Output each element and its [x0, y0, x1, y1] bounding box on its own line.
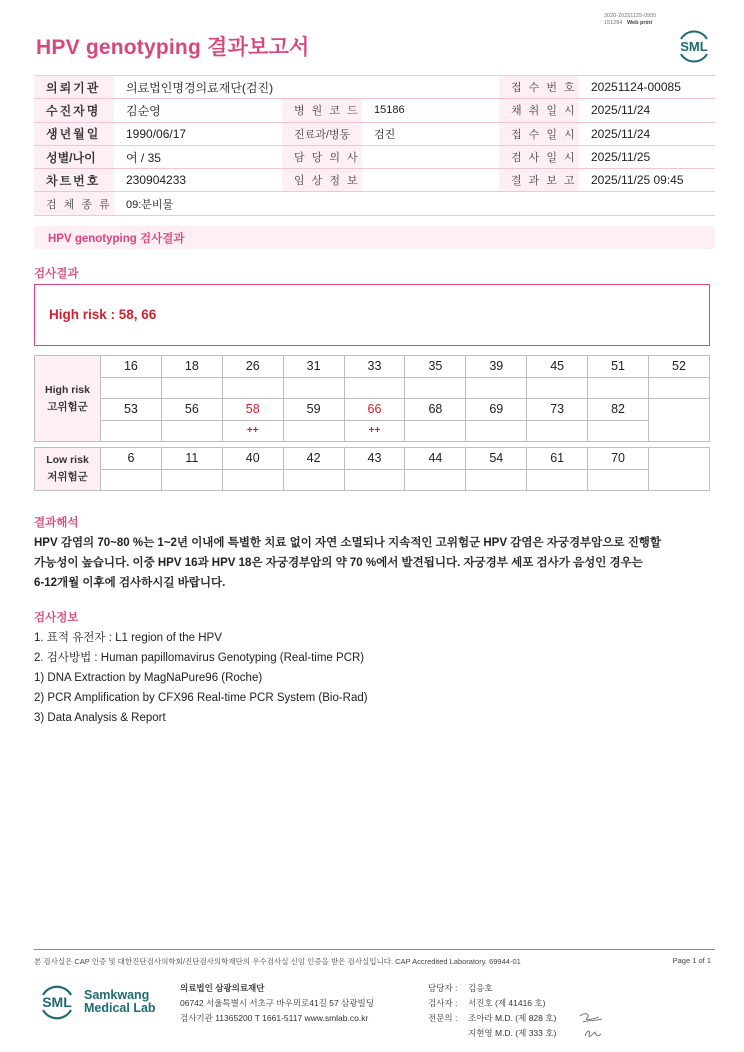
info-value: 2025/11/24	[579, 99, 715, 122]
document-serial: 151284	[604, 19, 623, 26]
genotype-cell: 42	[283, 448, 344, 470]
genotype-cell-positive: 58	[222, 399, 283, 421]
info-label: 담 당 의 사	[282, 145, 362, 168]
genotype-cell: 18	[161, 356, 222, 378]
document-id-line2	[604, 20, 656, 27]
info-row	[34, 122, 715, 145]
result-mark-positive: ++	[222, 420, 283, 442]
genotype-cell: 69	[466, 399, 527, 421]
genotype-row	[35, 399, 710, 421]
list-item: 2) PCR Amplification by CFX96 Real-time PCR System (Bio-Rad)	[34, 692, 368, 704]
genotype-cell: 31	[283, 356, 344, 378]
brand-line2: Medical Lab	[84, 1001, 156, 1015]
result-cell	[588, 377, 649, 399]
genotype-cell: 59	[283, 399, 344, 421]
result-row	[35, 420, 710, 442]
result-cell	[283, 469, 344, 491]
list-item: 3) Data Analysis & Report	[34, 712, 166, 724]
org-contact: 검사기관 11365200 T 1661-5117 www.smlab.co.kr	[180, 1013, 369, 1023]
result-cell	[344, 469, 405, 491]
genotype-cell: 43	[344, 448, 405, 470]
genotype-cell: 82	[588, 399, 649, 421]
genotype-cell: 6	[101, 448, 162, 470]
result-text: High risk : 58, 66	[49, 307, 157, 322]
info-value: 230904233	[114, 169, 282, 192]
genotype-cell: 16	[101, 356, 162, 378]
info-value: 1990/06/17	[114, 122, 282, 145]
result-cell	[527, 420, 588, 442]
info-row	[34, 192, 715, 215]
page-number: Page 1 of 1	[672, 956, 711, 965]
info-label: 수진자명	[34, 99, 114, 122]
result-cell	[527, 377, 588, 399]
staff-name: 조아라 M.D. (제 828 호)	[468, 1013, 557, 1023]
info-value	[362, 169, 499, 192]
brand-line1: Samkwang	[84, 988, 150, 1002]
result-cell	[101, 420, 162, 442]
low-risk-table	[34, 447, 710, 491]
sml-logo-icon	[674, 26, 714, 66]
high-risk-label-en: High risk	[45, 383, 90, 396]
genotype-cell: 61	[527, 448, 588, 470]
staff-role: 담당자 :	[428, 983, 458, 993]
genotype-cell: 33	[344, 356, 405, 378]
result-cell	[405, 377, 466, 399]
result-cell	[161, 469, 222, 491]
info-value: 2025/11/25 09:45	[579, 169, 715, 192]
result-cell	[466, 469, 527, 491]
staff-row	[428, 1026, 556, 1041]
footer-certification: 본 검사실은 CAP 인증 및 대한진단검사의학회/진단검사의학재단의 우수검사실 신임 인증을 받은 검사실입니다. CAP Accredited Laboratory. 69944-01	[34, 957, 521, 966]
sml-logo-text: SML	[680, 39, 708, 54]
interpretation-label: 결과해석	[34, 517, 79, 529]
info-value	[362, 145, 499, 168]
list-item: 2. 검사방법 : Human papillomavirus Genotyping (Real-time PCR)	[34, 652, 365, 664]
genotype-cell: 70	[588, 448, 649, 470]
staff-row	[428, 981, 556, 996]
genotype-cell: 52	[649, 356, 710, 378]
result-row	[35, 377, 710, 399]
high-risk-table	[34, 355, 710, 442]
genotype-row	[35, 356, 710, 378]
result-cell	[466, 377, 527, 399]
genotype-cell: 54	[466, 448, 527, 470]
info-value: 여 / 35	[114, 145, 282, 168]
result-cell	[588, 469, 649, 491]
genotype-cell: 26	[222, 356, 283, 378]
info-label: 결 과 보 고	[499, 169, 579, 192]
empty-cell	[649, 448, 710, 491]
interpretation-line: HPV 감염의 70~80 %는 1~2년 이내에 특별한 치료 없이 자연 소멸되나 지속적인 고위험군 HPV 감염은 자궁경부암으로 진행할	[34, 537, 662, 549]
signature-icon	[577, 1010, 607, 1042]
result-cell	[527, 469, 588, 491]
info-value: 15186	[362, 99, 499, 122]
staff-role: 전문의 :	[428, 1013, 458, 1023]
genotype-cell: 56	[161, 399, 222, 421]
info-label: 검 사 일 시	[499, 145, 579, 168]
list-item: 1) DNA Extraction by MagNaPure96 (Roche)	[34, 672, 263, 684]
organization-info	[180, 981, 374, 1026]
low-risk-label-ko: 저위험군	[47, 471, 88, 483]
staff-role: 검사자 :	[428, 998, 458, 1008]
staff-role	[428, 1026, 468, 1041]
page-title: HPV genotyping 결과보고서	[36, 36, 310, 59]
info-row	[34, 99, 715, 122]
test-info-label: 검사정보	[34, 612, 79, 624]
info-value: 09:분비물	[114, 192, 715, 215]
result-cell	[283, 377, 344, 399]
document-id	[604, 13, 656, 26]
genotype-cell: 39	[466, 356, 527, 378]
result-box	[34, 284, 710, 346]
staff-name: 서진호 (제 41416 호)	[468, 998, 546, 1008]
result-cell	[222, 377, 283, 399]
result-row	[35, 469, 710, 491]
genotype-cell: 35	[405, 356, 466, 378]
info-row	[34, 76, 715, 99]
staff-row	[428, 996, 556, 1011]
staff-row	[428, 1011, 556, 1026]
staff-info	[428, 981, 556, 1041]
info-label: 성별/나이	[34, 145, 114, 168]
genotype-cell-positive: 66	[344, 399, 405, 421]
info-label: 차트번호	[34, 169, 114, 192]
high-risk-label	[35, 356, 101, 442]
genotype-cell: 44	[405, 448, 466, 470]
result-cell	[588, 420, 649, 442]
footer-logo-text: SML	[42, 994, 72, 1010]
patient-info-table	[34, 75, 715, 216]
info-value: 김순영	[114, 99, 282, 122]
result-mark-positive: ++	[344, 420, 405, 442]
document-id-line1: 3020-20251125-0955	[604, 13, 657, 19]
org-address: 06742 서울특별시 서초구 바우뫼로41길 57 삼광빌딩	[180, 998, 374, 1008]
empty-cell	[649, 399, 710, 442]
result-cell	[161, 377, 222, 399]
result-cell	[405, 469, 466, 491]
interpretation-text	[34, 533, 704, 593]
low-risk-label-en: Low risk	[46, 454, 89, 466]
info-label: 접 수 일 시	[499, 122, 579, 145]
result-cell	[466, 420, 527, 442]
staff-name: 김응호	[468, 983, 493, 993]
result-cell	[101, 469, 162, 491]
section-header: HPV genotyping 검사결과	[34, 226, 715, 249]
genotype-cell: 53	[101, 399, 162, 421]
genotype-cell: 11	[161, 448, 222, 470]
web-print-label: Web print	[626, 19, 653, 26]
interpretation-line: 6-12개월 이후에 검사하시길 바랍니다.	[34, 577, 226, 589]
info-label: 접 수 번 호	[499, 76, 579, 99]
genotype-cell: 73	[527, 399, 588, 421]
staff-name: 지현영 M.D. (제 333 호)	[468, 1028, 557, 1038]
info-value: 2025/11/24	[579, 122, 715, 145]
org-name: 의료법인 삼광의료재단	[180, 983, 265, 993]
info-label: 검 체 종 류	[34, 192, 114, 215]
result-cell	[283, 420, 344, 442]
info-row	[34, 169, 715, 192]
sml-logo-icon	[36, 981, 78, 1023]
info-label: 의뢰기관	[34, 76, 114, 99]
genotype-cell: 40	[222, 448, 283, 470]
genotype-cell: 45	[527, 356, 588, 378]
info-label: 채 취 일 시	[499, 99, 579, 122]
result-cell	[161, 420, 222, 442]
info-label: 병 원 코 드	[282, 99, 362, 122]
info-value: 20251124-00085	[579, 76, 715, 99]
info-label: 임 상 정 보	[282, 169, 362, 192]
result-cell	[222, 469, 283, 491]
result-cell	[405, 420, 466, 442]
test-info-list	[34, 628, 368, 728]
info-label: 생년월일	[34, 122, 114, 145]
info-row	[34, 145, 715, 168]
genotype-cell: 68	[405, 399, 466, 421]
result-cell	[649, 377, 710, 399]
footer-divider	[34, 949, 715, 950]
low-risk-label	[35, 448, 101, 491]
info-label: 진료과/병동	[282, 122, 362, 145]
info-value: 2025/11/25	[579, 145, 715, 168]
result-cell	[101, 377, 162, 399]
genotype-row	[35, 448, 710, 470]
result-label: 검사결과	[34, 268, 79, 280]
high-risk-label-ko: 고위험군	[47, 400, 88, 413]
interpretation-line: 가능성이 높습니다. 이중 HPV 16과 HPV 18은 자궁경부암의 약 70 %에서 발견됩니다. 자궁경부 세포 검사가 음성인 경우는	[34, 557, 643, 569]
list-item: 1. 표적 유전자 : L1 region of the HPV	[34, 632, 222, 644]
genotype-cell: 51	[588, 356, 649, 378]
info-value: 검진	[362, 122, 499, 145]
info-value: 의료법인명경의료재단(검진)	[114, 76, 499, 99]
brand-name	[84, 989, 156, 1015]
result-cell	[344, 377, 405, 399]
